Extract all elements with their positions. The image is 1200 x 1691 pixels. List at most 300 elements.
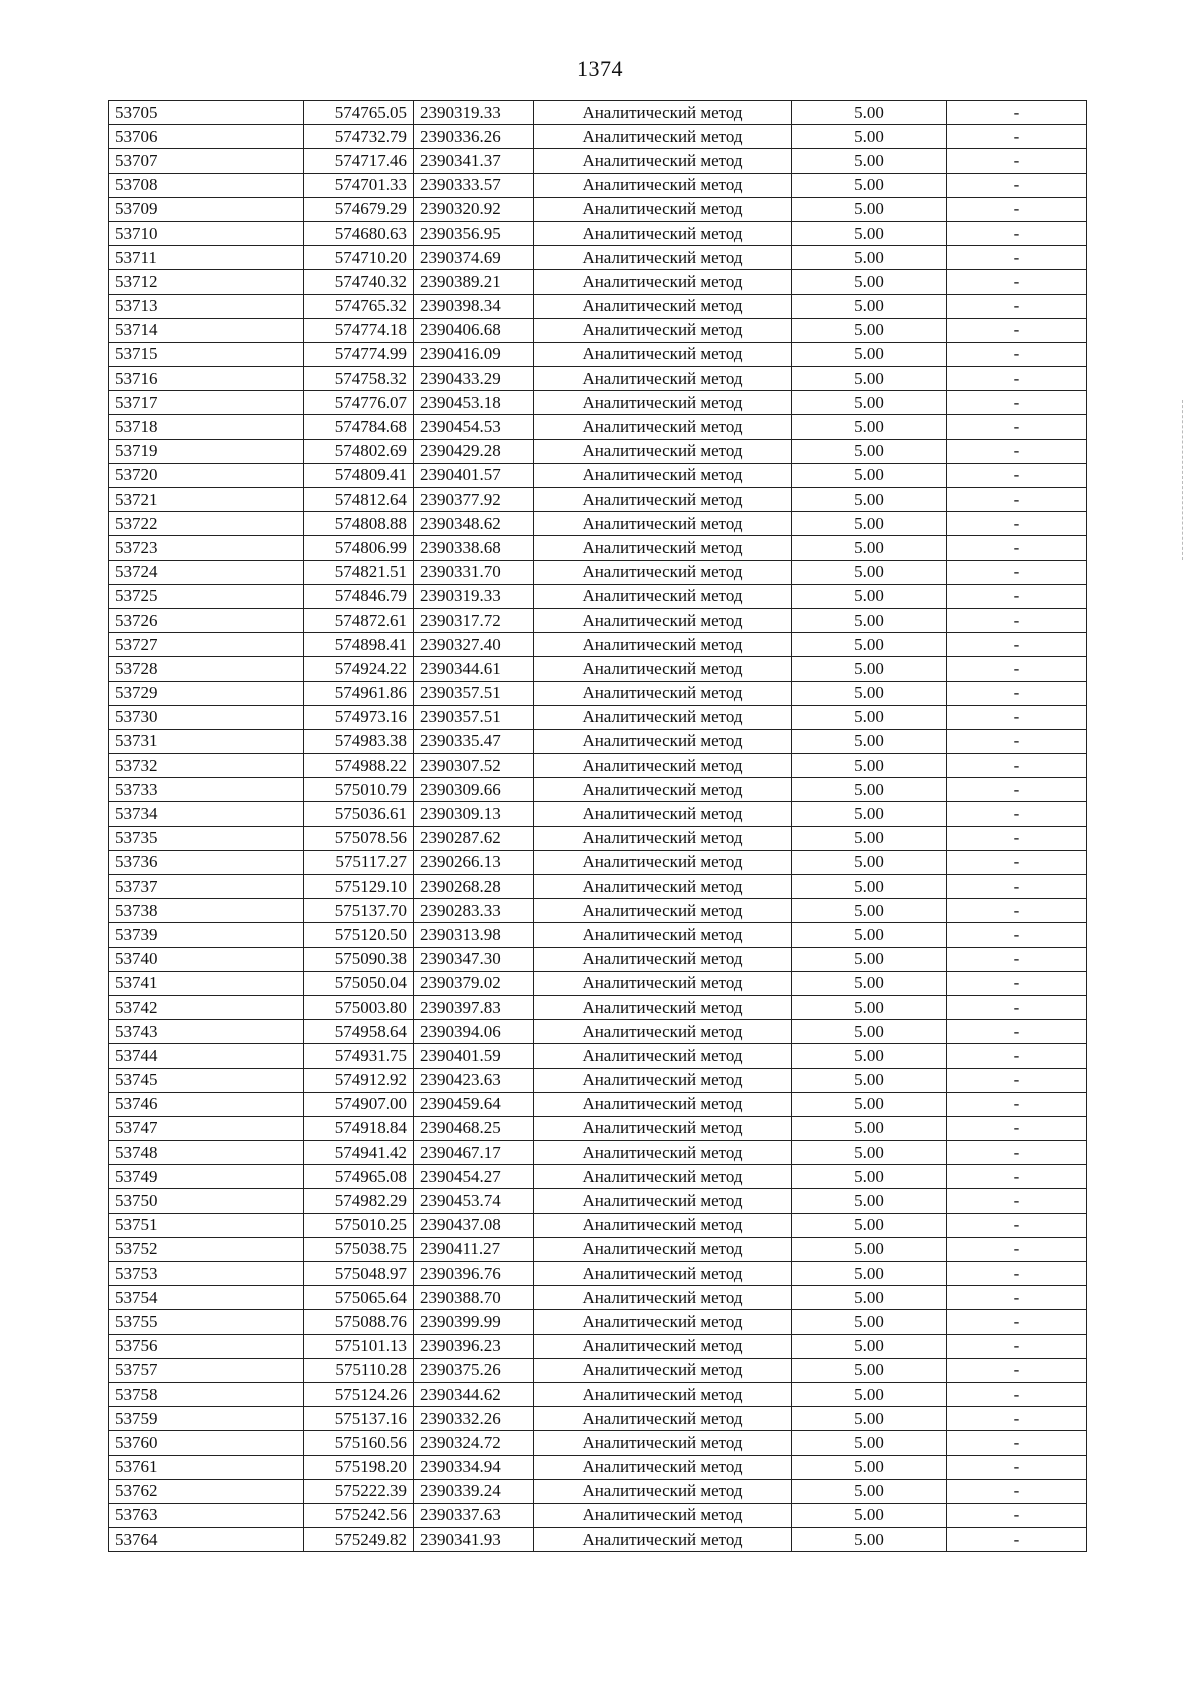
accuracy-cell: 5.00 xyxy=(792,560,947,584)
point-id-cell: 53726 xyxy=(109,608,304,632)
accuracy-cell: 5.00 xyxy=(792,923,947,947)
table-row xyxy=(109,439,1087,463)
x-coordinate-cell: 575129.10 xyxy=(304,875,414,899)
accuracy-cell: 5.00 xyxy=(792,608,947,632)
y-coordinate-cell: 2390336.26 xyxy=(414,125,534,149)
note-cell: - xyxy=(947,197,1087,221)
note-cell: - xyxy=(947,294,1087,318)
accuracy-cell: 5.00 xyxy=(792,1020,947,1044)
accuracy-cell: 5.00 xyxy=(792,125,947,149)
point-id-cell: 53707 xyxy=(109,149,304,173)
method-cell: Аналитический метод xyxy=(534,415,792,439)
table-row xyxy=(109,149,1087,173)
x-coordinate-cell: 574806.99 xyxy=(304,536,414,560)
accuracy-cell: 5.00 xyxy=(792,681,947,705)
x-coordinate-cell: 574679.29 xyxy=(304,197,414,221)
table-row xyxy=(109,657,1087,681)
method-cell: Аналитический метод xyxy=(534,1407,792,1431)
y-coordinate-cell: 2390454.53 xyxy=(414,415,534,439)
point-id-cell: 53747 xyxy=(109,1116,304,1140)
table-row xyxy=(109,947,1087,971)
note-cell: - xyxy=(947,1044,1087,1068)
table-row xyxy=(109,197,1087,221)
method-cell: Аналитический метод xyxy=(534,1165,792,1189)
note-cell: - xyxy=(947,1262,1087,1286)
note-cell: - xyxy=(947,318,1087,342)
point-id-cell: 53740 xyxy=(109,947,304,971)
note-cell: - xyxy=(947,1431,1087,1455)
y-coordinate-cell: 2390377.92 xyxy=(414,488,534,512)
table-row xyxy=(109,1382,1087,1406)
accuracy-cell: 5.00 xyxy=(792,463,947,487)
y-coordinate-cell: 2390347.30 xyxy=(414,947,534,971)
method-cell: Аналитический метод xyxy=(534,1068,792,1092)
table-row xyxy=(109,1334,1087,1358)
point-id-cell: 53738 xyxy=(109,899,304,923)
x-coordinate-cell: 574774.99 xyxy=(304,342,414,366)
y-coordinate-cell: 2390459.64 xyxy=(414,1092,534,1116)
y-coordinate-cell: 2390319.33 xyxy=(414,101,534,125)
x-coordinate-cell: 574924.22 xyxy=(304,657,414,681)
method-cell: Аналитический метод xyxy=(534,294,792,318)
y-coordinate-cell: 2390348.62 xyxy=(414,512,534,536)
accuracy-cell: 5.00 xyxy=(792,221,947,245)
x-coordinate-cell: 575036.61 xyxy=(304,802,414,826)
point-id-cell: 53741 xyxy=(109,971,304,995)
point-id-cell: 53734 xyxy=(109,802,304,826)
y-coordinate-cell: 2390268.28 xyxy=(414,875,534,899)
accuracy-cell: 5.00 xyxy=(792,1044,947,1068)
accuracy-cell: 5.00 xyxy=(792,1407,947,1431)
table-row xyxy=(109,705,1087,729)
accuracy-cell: 5.00 xyxy=(792,1310,947,1334)
method-cell: Аналитический метод xyxy=(534,1503,792,1527)
table-row xyxy=(109,1116,1087,1140)
x-coordinate-cell: 575117.27 xyxy=(304,850,414,874)
y-coordinate-cell: 2390375.26 xyxy=(414,1358,534,1382)
y-coordinate-cell: 2390309.13 xyxy=(414,802,534,826)
y-coordinate-cell: 2390401.59 xyxy=(414,1044,534,1068)
table-row xyxy=(109,1503,1087,1527)
note-cell: - xyxy=(947,488,1087,512)
accuracy-cell: 5.00 xyxy=(792,1092,947,1116)
method-cell: Аналитический метод xyxy=(534,1455,792,1479)
note-cell: - xyxy=(947,1116,1087,1140)
accuracy-cell: 5.00 xyxy=(792,173,947,197)
y-coordinate-cell: 2390339.24 xyxy=(414,1479,534,1503)
table-row xyxy=(109,391,1087,415)
y-coordinate-cell: 2390332.26 xyxy=(414,1407,534,1431)
note-cell: - xyxy=(947,826,1087,850)
x-coordinate-cell: 575110.28 xyxy=(304,1358,414,1382)
method-cell: Аналитический метод xyxy=(534,1286,792,1310)
y-coordinate-cell: 2390357.51 xyxy=(414,681,534,705)
note-cell: - xyxy=(947,875,1087,899)
point-id-cell: 53722 xyxy=(109,512,304,536)
x-coordinate-cell: 574774.18 xyxy=(304,318,414,342)
note-cell: - xyxy=(947,221,1087,245)
note-cell: - xyxy=(947,536,1087,560)
x-coordinate-cell: 575137.16 xyxy=(304,1407,414,1431)
accuracy-cell: 5.00 xyxy=(792,584,947,608)
y-coordinate-cell: 2390317.72 xyxy=(414,608,534,632)
method-cell: Аналитический метод xyxy=(534,1116,792,1140)
point-id-cell: 53712 xyxy=(109,270,304,294)
accuracy-cell: 5.00 xyxy=(792,536,947,560)
y-coordinate-cell: 2390398.34 xyxy=(414,294,534,318)
table-row xyxy=(109,875,1087,899)
coordinates-table-body xyxy=(109,101,1087,1552)
accuracy-cell: 5.00 xyxy=(792,1382,947,1406)
method-cell: Аналитический метод xyxy=(534,536,792,560)
x-coordinate-cell: 574912.92 xyxy=(304,1068,414,1092)
point-id-cell: 53730 xyxy=(109,705,304,729)
accuracy-cell: 5.00 xyxy=(792,705,947,729)
accuracy-cell: 5.00 xyxy=(792,995,947,1019)
table-row xyxy=(109,729,1087,753)
accuracy-cell: 5.00 xyxy=(792,1141,947,1165)
point-id-cell: 53725 xyxy=(109,584,304,608)
method-cell: Аналитический метод xyxy=(534,1528,792,1552)
accuracy-cell: 5.00 xyxy=(792,367,947,391)
method-cell: Аналитический метод xyxy=(534,246,792,270)
table-row xyxy=(109,367,1087,391)
method-cell: Аналитический метод xyxy=(534,1431,792,1455)
point-id-cell: 53757 xyxy=(109,1358,304,1382)
note-cell: - xyxy=(947,173,1087,197)
point-id-cell: 53750 xyxy=(109,1189,304,1213)
y-coordinate-cell: 2390394.06 xyxy=(414,1020,534,1044)
accuracy-cell: 5.00 xyxy=(792,197,947,221)
x-coordinate-cell: 574958.64 xyxy=(304,1020,414,1044)
x-coordinate-cell: 574717.46 xyxy=(304,149,414,173)
x-coordinate-cell: 574732.79 xyxy=(304,125,414,149)
point-id-cell: 53716 xyxy=(109,367,304,391)
x-coordinate-cell: 574710.20 xyxy=(304,246,414,270)
table-row xyxy=(109,1141,1087,1165)
method-cell: Аналитический метод xyxy=(534,1189,792,1213)
table-row xyxy=(109,899,1087,923)
method-cell: Аналитический метод xyxy=(534,1237,792,1261)
note-cell: - xyxy=(947,633,1087,657)
y-coordinate-cell: 2390437.08 xyxy=(414,1213,534,1237)
method-cell: Аналитический метод xyxy=(534,802,792,826)
accuracy-cell: 5.00 xyxy=(792,1503,947,1527)
y-coordinate-cell: 2390453.74 xyxy=(414,1189,534,1213)
table-row xyxy=(109,1407,1087,1431)
x-coordinate-cell: 574941.42 xyxy=(304,1141,414,1165)
table-row xyxy=(109,1020,1087,1044)
table-row xyxy=(109,1068,1087,1092)
point-id-cell: 53759 xyxy=(109,1407,304,1431)
y-coordinate-cell: 2390331.70 xyxy=(414,560,534,584)
point-id-cell: 53729 xyxy=(109,681,304,705)
table-row xyxy=(109,1286,1087,1310)
note-cell: - xyxy=(947,1237,1087,1261)
point-id-cell: 53737 xyxy=(109,875,304,899)
y-coordinate-cell: 2390324.72 xyxy=(414,1431,534,1455)
method-cell: Аналитический метод xyxy=(534,101,792,125)
accuracy-cell: 5.00 xyxy=(792,1213,947,1237)
y-coordinate-cell: 2390411.27 xyxy=(414,1237,534,1261)
y-coordinate-cell: 2390429.28 xyxy=(414,439,534,463)
method-cell: Аналитический метод xyxy=(534,633,792,657)
note-cell: - xyxy=(947,1286,1087,1310)
note-cell: - xyxy=(947,1479,1087,1503)
note-cell: - xyxy=(947,608,1087,632)
x-coordinate-cell: 574872.61 xyxy=(304,608,414,632)
y-coordinate-cell: 2390467.17 xyxy=(414,1141,534,1165)
note-cell: - xyxy=(947,415,1087,439)
table-row xyxy=(109,1431,1087,1455)
point-id-cell: 53728 xyxy=(109,657,304,681)
x-coordinate-cell: 575010.25 xyxy=(304,1213,414,1237)
x-coordinate-cell: 575249.82 xyxy=(304,1528,414,1552)
method-cell: Аналитический метод xyxy=(534,270,792,294)
table-row xyxy=(109,608,1087,632)
point-id-cell: 53743 xyxy=(109,1020,304,1044)
accuracy-cell: 5.00 xyxy=(792,1116,947,1140)
accuracy-cell: 5.00 xyxy=(792,101,947,125)
x-coordinate-cell: 574802.69 xyxy=(304,439,414,463)
note-cell: - xyxy=(947,1068,1087,1092)
x-coordinate-cell: 574680.63 xyxy=(304,221,414,245)
table-row xyxy=(109,415,1087,439)
note-cell: - xyxy=(947,1213,1087,1237)
note-cell: - xyxy=(947,1334,1087,1358)
table-row xyxy=(109,318,1087,342)
x-coordinate-cell: 574740.32 xyxy=(304,270,414,294)
y-coordinate-cell: 2390416.09 xyxy=(414,342,534,366)
x-coordinate-cell: 575090.38 xyxy=(304,947,414,971)
method-cell: Аналитический метод xyxy=(534,560,792,584)
point-id-cell: 53748 xyxy=(109,1141,304,1165)
accuracy-cell: 5.00 xyxy=(792,1334,947,1358)
table-row xyxy=(109,1310,1087,1334)
x-coordinate-cell: 574812.64 xyxy=(304,488,414,512)
note-cell: - xyxy=(947,560,1087,584)
point-id-cell: 53715 xyxy=(109,342,304,366)
y-coordinate-cell: 2390319.33 xyxy=(414,584,534,608)
note-cell: - xyxy=(947,1141,1087,1165)
table-row xyxy=(109,802,1087,826)
point-id-cell: 53706 xyxy=(109,125,304,149)
method-cell: Аналитический метод xyxy=(534,681,792,705)
x-coordinate-cell: 574809.41 xyxy=(304,463,414,487)
table-row xyxy=(109,826,1087,850)
accuracy-cell: 5.00 xyxy=(792,657,947,681)
note-cell: - xyxy=(947,246,1087,270)
y-coordinate-cell: 2390406.68 xyxy=(414,318,534,342)
accuracy-cell: 5.00 xyxy=(792,1262,947,1286)
x-coordinate-cell: 575160.56 xyxy=(304,1431,414,1455)
note-cell: - xyxy=(947,1165,1087,1189)
accuracy-cell: 5.00 xyxy=(792,899,947,923)
table-row xyxy=(109,342,1087,366)
note-cell: - xyxy=(947,1189,1087,1213)
method-cell: Аналитический метод xyxy=(534,657,792,681)
table-row xyxy=(109,1092,1087,1116)
accuracy-cell: 5.00 xyxy=(792,971,947,995)
method-cell: Аналитический метод xyxy=(534,947,792,971)
x-coordinate-cell: 574701.33 xyxy=(304,173,414,197)
y-coordinate-cell: 2390266.13 xyxy=(414,850,534,874)
accuracy-cell: 5.00 xyxy=(792,488,947,512)
method-cell: Аналитический метод xyxy=(534,221,792,245)
point-id-cell: 53727 xyxy=(109,633,304,657)
point-id-cell: 53720 xyxy=(109,463,304,487)
note-cell: - xyxy=(947,729,1087,753)
y-coordinate-cell: 2390397.83 xyxy=(414,995,534,1019)
note-cell: - xyxy=(947,705,1087,729)
table-row xyxy=(109,778,1087,802)
y-coordinate-cell: 2390399.99 xyxy=(414,1310,534,1334)
point-id-cell: 53761 xyxy=(109,1455,304,1479)
x-coordinate-cell: 574758.32 xyxy=(304,367,414,391)
note-cell: - xyxy=(947,439,1087,463)
y-coordinate-cell: 2390333.57 xyxy=(414,173,534,197)
point-id-cell: 53724 xyxy=(109,560,304,584)
method-cell: Аналитический метод xyxy=(534,971,792,995)
accuracy-cell: 5.00 xyxy=(792,149,947,173)
table-row xyxy=(109,1262,1087,1286)
method-cell: Аналитический метод xyxy=(534,318,792,342)
method-cell: Аналитический метод xyxy=(534,875,792,899)
point-id-cell: 53718 xyxy=(109,415,304,439)
table-row xyxy=(109,1044,1087,1068)
table-row xyxy=(109,1455,1087,1479)
method-cell: Аналитический метод xyxy=(534,584,792,608)
note-cell: - xyxy=(947,681,1087,705)
point-id-cell: 53719 xyxy=(109,439,304,463)
table-row xyxy=(109,850,1087,874)
note-cell: - xyxy=(947,270,1087,294)
y-coordinate-cell: 2390396.76 xyxy=(414,1262,534,1286)
x-coordinate-cell: 575010.79 xyxy=(304,778,414,802)
note-cell: - xyxy=(947,125,1087,149)
accuracy-cell: 5.00 xyxy=(792,1455,947,1479)
note-cell: - xyxy=(947,923,1087,947)
method-cell: Аналитический метод xyxy=(534,923,792,947)
point-id-cell: 53736 xyxy=(109,850,304,874)
table-row xyxy=(109,923,1087,947)
method-cell: Аналитический метод xyxy=(534,729,792,753)
table-row xyxy=(109,270,1087,294)
table-row xyxy=(109,584,1087,608)
accuracy-cell: 5.00 xyxy=(792,754,947,778)
table-row xyxy=(109,633,1087,657)
y-coordinate-cell: 2390423.63 xyxy=(414,1068,534,1092)
table-row xyxy=(109,1165,1087,1189)
point-id-cell: 53755 xyxy=(109,1310,304,1334)
y-coordinate-cell: 2390433.29 xyxy=(414,367,534,391)
table-row xyxy=(109,1213,1087,1237)
x-coordinate-cell: 575088.76 xyxy=(304,1310,414,1334)
point-id-cell: 53709 xyxy=(109,197,304,221)
x-coordinate-cell: 574973.16 xyxy=(304,705,414,729)
method-cell: Аналитический метод xyxy=(534,149,792,173)
point-id-cell: 53762 xyxy=(109,1479,304,1503)
table-row xyxy=(109,246,1087,270)
point-id-cell: 53744 xyxy=(109,1044,304,1068)
point-id-cell: 53746 xyxy=(109,1092,304,1116)
note-cell: - xyxy=(947,1503,1087,1527)
x-coordinate-cell: 574776.07 xyxy=(304,391,414,415)
point-id-cell: 53714 xyxy=(109,318,304,342)
y-coordinate-cell: 2390357.51 xyxy=(414,705,534,729)
table-row xyxy=(109,1358,1087,1382)
x-coordinate-cell: 575198.20 xyxy=(304,1455,414,1479)
x-coordinate-cell: 574907.00 xyxy=(304,1092,414,1116)
accuracy-cell: 5.00 xyxy=(792,1068,947,1092)
method-cell: Аналитический метод xyxy=(534,1358,792,1382)
x-coordinate-cell: 574765.05 xyxy=(304,101,414,125)
y-coordinate-cell: 2390335.47 xyxy=(414,729,534,753)
table-row xyxy=(109,1189,1087,1213)
x-coordinate-cell: 574821.51 xyxy=(304,560,414,584)
point-id-cell: 53756 xyxy=(109,1334,304,1358)
point-id-cell: 53708 xyxy=(109,173,304,197)
y-coordinate-cell: 2390287.62 xyxy=(414,826,534,850)
x-coordinate-cell: 575038.75 xyxy=(304,1237,414,1261)
note-cell: - xyxy=(947,778,1087,802)
note-cell: - xyxy=(947,1528,1087,1552)
accuracy-cell: 5.00 xyxy=(792,391,947,415)
point-id-cell: 53749 xyxy=(109,1165,304,1189)
y-coordinate-cell: 2390307.52 xyxy=(414,754,534,778)
accuracy-cell: 5.00 xyxy=(792,1358,947,1382)
method-cell: Аналитический метод xyxy=(534,197,792,221)
y-coordinate-cell: 2390344.62 xyxy=(414,1382,534,1406)
y-coordinate-cell: 2390396.23 xyxy=(414,1334,534,1358)
table-row xyxy=(109,125,1087,149)
point-id-cell: 53733 xyxy=(109,778,304,802)
accuracy-cell: 5.00 xyxy=(792,1165,947,1189)
x-coordinate-cell: 575003.80 xyxy=(304,995,414,1019)
point-id-cell: 53717 xyxy=(109,391,304,415)
method-cell: Аналитический метод xyxy=(534,608,792,632)
note-cell: - xyxy=(947,584,1087,608)
point-id-cell: 53735 xyxy=(109,826,304,850)
y-coordinate-cell: 2390313.98 xyxy=(414,923,534,947)
method-cell: Аналитический метод xyxy=(534,439,792,463)
x-coordinate-cell: 574965.08 xyxy=(304,1165,414,1189)
method-cell: Аналитический метод xyxy=(534,367,792,391)
accuracy-cell: 5.00 xyxy=(792,342,947,366)
note-cell: - xyxy=(947,754,1087,778)
y-coordinate-cell: 2390327.40 xyxy=(414,633,534,657)
point-id-cell: 53752 xyxy=(109,1237,304,1261)
accuracy-cell: 5.00 xyxy=(792,826,947,850)
table-row xyxy=(109,681,1087,705)
x-coordinate-cell: 574846.79 xyxy=(304,584,414,608)
x-coordinate-cell: 575048.97 xyxy=(304,1262,414,1286)
method-cell: Аналитический метод xyxy=(534,1020,792,1044)
method-cell: Аналитический метод xyxy=(534,342,792,366)
accuracy-cell: 5.00 xyxy=(792,729,947,753)
note-cell: - xyxy=(947,657,1087,681)
note-cell: - xyxy=(947,1020,1087,1044)
method-cell: Аналитический метод xyxy=(534,1262,792,1286)
note-cell: - xyxy=(947,149,1087,173)
x-coordinate-cell: 574784.68 xyxy=(304,415,414,439)
table-row xyxy=(109,995,1087,1019)
point-id-cell: 53705 xyxy=(109,101,304,125)
x-coordinate-cell: 574918.84 xyxy=(304,1116,414,1140)
accuracy-cell: 5.00 xyxy=(792,1528,947,1552)
point-id-cell: 53760 xyxy=(109,1431,304,1455)
note-cell: - xyxy=(947,1310,1087,1334)
